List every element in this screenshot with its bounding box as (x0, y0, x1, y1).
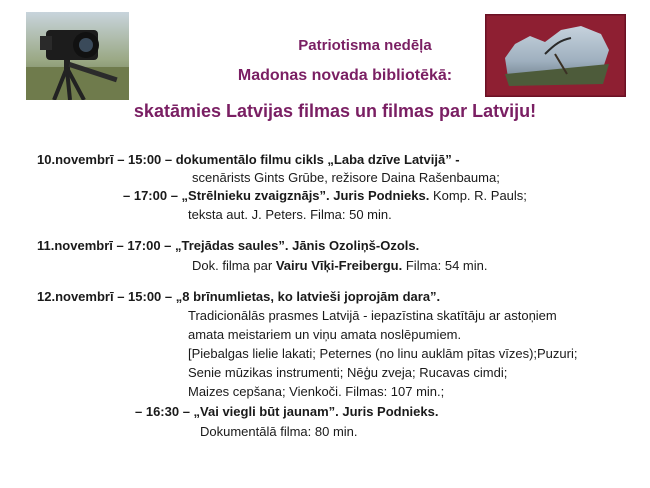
nov11-line2 (192, 258, 488, 274)
heading-films: skatāmies Latvijas filmas un filmas par Latviju! (133, 101, 537, 121)
nov10-film-title: – 17:00 – „Strēlnieku zvaigznājs”. Juris Podnieks. (123, 188, 430, 203)
nov12-line7: – 16:30 – „Vai viegli būt jaunam”. Juris Podnieks. (135, 404, 439, 419)
nov11-line1: 11.novembrī – 17:00 – „Trejādas saules”. Jānis Ozoliņš-Ozols. (37, 238, 420, 253)
nov12-line5: Senie mūzikas instrumenti; Nēģu zveja; Rucavas cimdi; (188, 365, 508, 380)
camera-photo (26, 12, 129, 100)
nov12-line2: Tradicionālās prasmes Latvijā - iepazīstina skatītāju ar astoņiem (188, 308, 557, 323)
nov12-line6: Maizes cepšana; Vienkoči. Filmas: 107 min.; (188, 384, 445, 399)
nov12-line3: amata meistariem un viņu amata noslēpumiem. (188, 327, 462, 342)
nov11-duration: Filma: 54 min. (402, 258, 488, 273)
nov10-line1: 10.novembrī – 15:00 – dokumentālo filmu cikls „Laba dzīve Latvijā” - (37, 152, 460, 167)
heading-patriotism-week: Patriotisma nedēļa (298, 37, 432, 54)
nov10-line2: scenārists Gints Grūbe, režisore Daina Rašenbauma; (192, 170, 500, 185)
nov11-person: Vairu Vīķi-Freibergu. (275, 258, 403, 273)
nov11-doc-prefix: Dok. filma par (192, 258, 276, 273)
camera-icon (26, 12, 129, 100)
nov10-line4: teksta aut. J. Peters. Filma: 50 min. (188, 207, 392, 222)
heading-library: Madonas novada bibliotēkā: (237, 67, 453, 84)
nov12-line4: [Piebalgas lielie lakati; Peternes (no linu auklām pītas vīzes);Puzuri; (188, 346, 578, 361)
nov10-line3 (123, 188, 527, 204)
nov10-composer: Komp. R. Pauls; (429, 188, 527, 203)
nov12-line1: 12.novembrī – 15:00 – „8 brīnumlietas, ko latvieši joprojām dara”. (37, 289, 441, 304)
nov12-line8: Dokumentālā filma: 80 min. (200, 424, 358, 439)
